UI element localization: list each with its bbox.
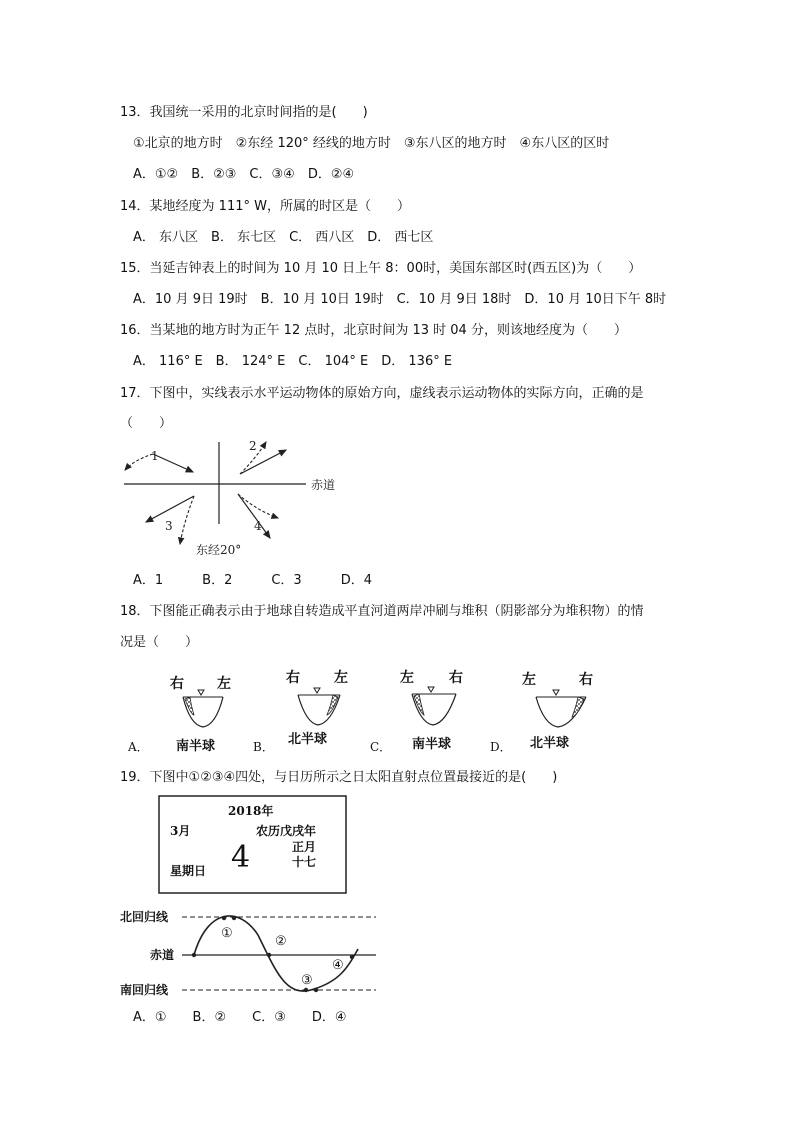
arrow-4-dashed [238, 494, 278, 518]
calendar-year: 2018年 [228, 804, 274, 818]
figure-d-left-bank: 左 [522, 672, 536, 688]
figure-b-hemisphere: 北半球 [288, 732, 328, 747]
figure-c-right-bank: 右 [449, 670, 463, 686]
figure-a-right-bank: 左 [217, 676, 231, 692]
figure-a-left-bank: 右 [170, 676, 184, 692]
figure-d-right-bank: 右 [579, 672, 593, 688]
q17-options: A．1 B．2 C．3 D．4 [133, 573, 372, 588]
river-figure-c [370, 669, 463, 754]
figure-c-letter: C． [370, 740, 392, 754]
arrow-2-solid [240, 450, 286, 474]
arrow-4-label: 4 [254, 519, 262, 533]
q16-options: A． 116° E B． 124° E C． 104° E D． 136° E [133, 354, 453, 369]
meridian-label: 东经20° [196, 543, 242, 557]
calendar-lunar-day: 十七 [292, 855, 317, 869]
q18-stem-line2: 况是（ ） [120, 635, 199, 650]
calendar-month: 3月 [170, 824, 191, 838]
q15-options: A．10 月 9日 19时 B．10 月 10日 19时 C．10 月 9日 18时 D．10 月 10日下午 8时 [133, 292, 667, 307]
tropic-of-capricorn-label: 南回归线 [120, 983, 169, 997]
arrow-2-label: 2 [249, 439, 257, 453]
calendar-day: 4 [231, 840, 251, 875]
figure-a-hemisphere: 南半球 [176, 739, 216, 754]
figure-c-hemisphere: 南半球 [412, 737, 452, 752]
q16-stem: 16．当某地的地方时为正午 12 点时，北京时间为 13 时 04 分，则该地经度为（ ） [120, 323, 627, 338]
figure-b-right-bank: 左 [334, 670, 348, 686]
figure-b-left-bank: 右 [286, 670, 300, 686]
figure-a-deposit [185, 697, 194, 715]
arrow-3-label: 3 [165, 519, 173, 533]
calendar-weekday: 星期日 [170, 864, 207, 878]
equator-label: 赤道 [150, 948, 175, 962]
river-figures [128, 665, 608, 755]
q19-options: A．① B．② C．③ D．④ [133, 1010, 347, 1025]
river-figure-b [253, 669, 348, 754]
figure-c-left-bank: 左 [400, 670, 414, 686]
q13-options: A．①② B．②③ C．③④ D．②④ [133, 167, 355, 182]
river-figure-d [490, 671, 593, 754]
arrow-3-dashed [180, 496, 194, 544]
tropic-of-cancer-label: 北回归线 [120, 910, 169, 924]
q14-options: A． 东八区 B． 东七区 C． 西八区 D． 西七区 [133, 230, 434, 245]
figure-d-deposit [572, 697, 584, 717]
q14-stem: 14．某地经度为 111° W，所属的时区是（ ） [120, 199, 410, 214]
point-2-label: ② [275, 934, 287, 949]
arrow-1-label: 1 [151, 449, 159, 463]
calendar-lunar-year: 农历戊戌年 [256, 824, 317, 838]
figure-b-letter: B． [253, 740, 274, 754]
figure-d-hemisphere: 北半球 [530, 736, 570, 751]
river-figure-a [128, 675, 231, 754]
equator-label: 赤道 [311, 478, 336, 492]
figure-d-letter: D． [490, 740, 512, 754]
q17-stem-line2: （ ） [120, 416, 173, 431]
point-4-label: ④ [332, 958, 344, 973]
q17-stem-line1: 17．下图中，实线表示水平运动物体的原始方向，虚线表示运动物体的实际方向，正确的是 [120, 386, 644, 401]
calendar-lunar-month: 正月 [292, 840, 317, 854]
figure-a-letter: A． [128, 740, 149, 754]
subsolar-curve [194, 916, 358, 991]
q18-stem-line1: 18．下图能正确表示由于地球自转造成平直河道两岸冲刷与堆积（阴影部分为堆积物）的情 [120, 604, 644, 619]
arrow-1-dashed [125, 454, 153, 470]
q13-items: ①北京的地方时 ②东经 120° 经线的地方时 ③东八区的地方时 ④东八区的区时 [133, 136, 610, 151]
point-1-label: ① [221, 926, 233, 941]
calendar-figure [158, 795, 348, 895]
coriolis-figure [120, 438, 350, 568]
sun-curve-figure [118, 905, 380, 1000]
point-3-label: ③ [301, 973, 313, 988]
q19-stem: 19．下图中①②③④四处，与日历所示之日太阳直射点位置最接近的是( ) [120, 770, 558, 785]
q13-stem: 13．我国统一采用的北京时间指的是( ) [120, 105, 368, 120]
arrow-1-solid [153, 454, 193, 472]
q15-stem: 15．当延吉钟表上的时间为 10 月 10 日上午 8：00时，美国东部区时(西五区)为（ ） [120, 261, 642, 276]
